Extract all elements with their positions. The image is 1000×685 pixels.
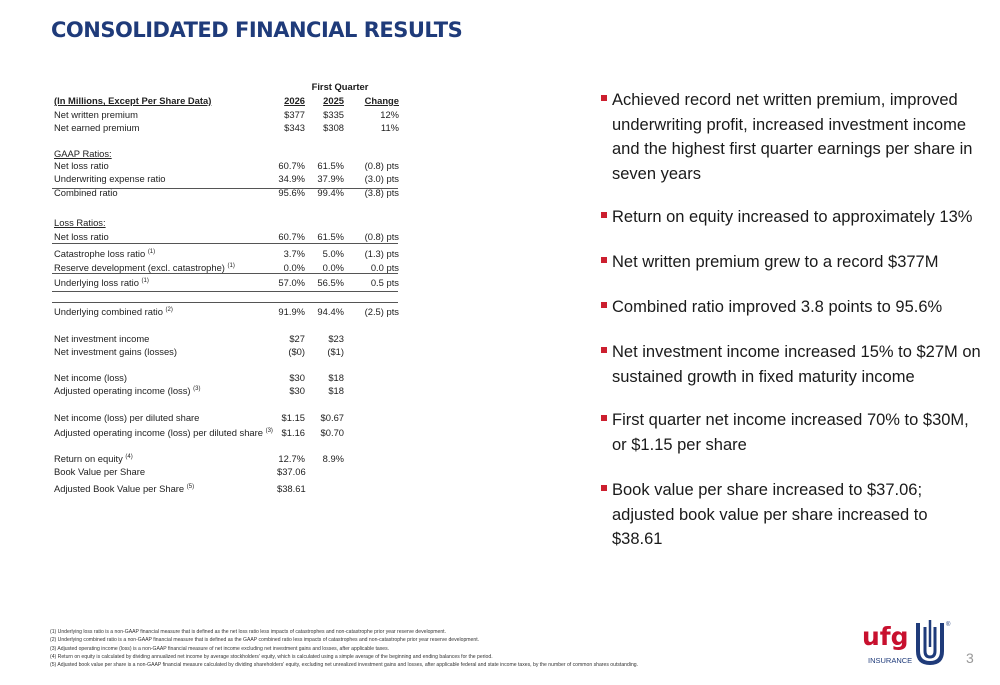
table-row: [52, 426, 398, 439]
row-label: Net investment income: [54, 333, 150, 344]
table-row: [52, 121, 398, 134]
row-label: Combined ratio: [54, 187, 118, 198]
row-label-wrap: [54, 305, 173, 318]
value-2026: $27: [289, 333, 305, 344]
bullet-marker: [601, 95, 607, 101]
table-row: [52, 452, 398, 465]
table-row: [52, 172, 398, 185]
value-2025: 61.5%: [317, 160, 344, 171]
row-label: Net loss ratio: [54, 160, 109, 171]
logo-icon: [860, 617, 955, 667]
value-2026: 12.7%: [278, 453, 305, 464]
value-2025: $0.67: [320, 412, 344, 423]
row-label-wrap: [54, 276, 149, 289]
row-label: Net loss ratio: [54, 231, 109, 242]
value-change: 12%: [380, 109, 399, 120]
footnote-ref: (5): [186, 483, 195, 490]
bullet-text: Book value per share increased to $37.06; adjusted book value per share increased to $38.61: [612, 481, 928, 548]
value-2025: 8.9%: [322, 453, 344, 464]
logo-mark: ®: [946, 622, 951, 628]
row-label: Return on equity: [54, 453, 123, 464]
value-2026: 60.7%: [278, 231, 305, 242]
row-label-wrap: [54, 426, 273, 439]
value-change: (3.0) pts: [364, 173, 399, 184]
value-2025: 5.0%: [322, 248, 344, 259]
value-2025: $0.70: [320, 427, 344, 438]
header-change: Change: [364, 95, 399, 106]
bullet-marker: [601, 212, 607, 218]
value-change: (0.8) pts: [364, 160, 399, 171]
bullet-marker: [601, 302, 607, 308]
footnote: (4) Return on equity is calculated by dividing annualized net income by average stockholders' equity, which is calculated using a simple average of the beginning and ending balances for the period.: [50, 653, 493, 660]
footnote: (1) Underlying loss ratio is a non-GAAP financial measure that is defined as the net loss ratio less impacts of catastrophes and non-catastrophe prior year reserve development.: [50, 629, 447, 635]
value-2026: 0.0%: [283, 262, 305, 273]
value-2026: 57.0%: [278, 277, 305, 288]
row-label: Underwriting expense ratio: [54, 173, 166, 184]
bullet-marker: [601, 485, 607, 491]
footnote: (2) Underlying combined ratio is a non-GAAP financial measure that is defined as the GAAP combined ratio less impacts of catastrophes and non-catastrophe prior year reserve development.: [50, 637, 480, 644]
table-row: [52, 345, 398, 358]
value-2026: $1.15: [281, 412, 305, 423]
value-2025: $18: [328, 385, 344, 396]
footnote-ref: (3): [265, 427, 273, 434]
divider: [52, 302, 398, 303]
bullet-text: Combined ratio improved 3.8 points to 95.6%: [612, 298, 943, 316]
value-2026: $38.61: [277, 483, 306, 494]
bullet-marker: [601, 257, 607, 263]
value-2026: $30: [289, 385, 305, 396]
row-label: Net written premium: [54, 109, 138, 120]
table-header-row: [52, 94, 398, 107]
row-label: Reserve development (excl. catastrophe): [54, 262, 225, 273]
table-row: [52, 411, 398, 424]
bullet-marker: [601, 415, 607, 421]
value-change: 0.0 pts: [370, 262, 399, 273]
table-row: [52, 384, 398, 397]
value-2026: 3.7%: [283, 248, 305, 259]
row-label: Underlying loss ratio: [54, 277, 139, 288]
value-2026: $343: [284, 122, 305, 133]
row-label: Net income (loss): [54, 372, 127, 383]
value-2026: 91.9%: [278, 306, 305, 317]
value-change: (0.8) pts: [364, 231, 399, 242]
footnote-ref: (2): [165, 306, 173, 313]
row-label: Underlying combined ratio: [54, 306, 163, 317]
header-label: (In Millions, Except Per Share Data): [54, 95, 212, 106]
value-change: 0.5 pts: [370, 277, 399, 288]
value-2026: $377: [284, 109, 305, 120]
bullet-text: Net written premium grew to a record $377M: [612, 253, 939, 271]
value-2025: 94.4%: [317, 306, 344, 317]
value-2025: 99.4%: [317, 187, 344, 198]
row-label: Loss Ratios:: [54, 217, 106, 228]
divider: [52, 291, 398, 292]
row-label-wrap: [54, 482, 194, 495]
table-row: [52, 371, 398, 384]
row-label: Catastrophe loss ratio: [54, 248, 146, 259]
bullet-text: First quarter net income increased 70% to $30M, or $1.15 per share: [612, 411, 969, 454]
table-row: [52, 276, 398, 289]
footnotes: [50, 628, 638, 669]
page-title: CONSOLIDATED FINANCIAL RESULTS: [51, 18, 463, 42]
value-change: (3.8) pts: [364, 187, 399, 198]
value-2025: $335: [323, 109, 344, 120]
value-2025: $308: [323, 122, 344, 133]
value-2025: 56.5%: [317, 277, 344, 288]
bullet-marker: [601, 347, 607, 353]
value-2026: 95.6%: [278, 187, 305, 198]
footnote-ref: (1): [227, 262, 235, 269]
table-row: [52, 247, 398, 260]
row-label-wrap: [54, 452, 133, 465]
value-2025: $23: [328, 333, 344, 344]
value-2026: $30: [289, 372, 305, 383]
bullet-text: Return on equity increased to approximately 13%: [612, 208, 973, 226]
divider: [52, 243, 398, 244]
page-number: 3: [966, 650, 974, 666]
table-row: [52, 465, 398, 478]
header-2026: 2026: [284, 95, 305, 106]
row-label: Net income (loss) per diluted share: [54, 412, 200, 423]
value-2026: 34.9%: [278, 173, 305, 184]
bullet-text: Achieved record net written premium, improved underwriting profit, increased investment income and the highest first quarter earnings per share in seven years: [612, 91, 973, 183]
row-label: Net investment gains (losses): [54, 346, 177, 357]
value-2026: 60.7%: [278, 160, 305, 171]
table-group-header: First Quarter: [311, 81, 369, 92]
footnote-ref: (3): [193, 385, 201, 392]
row-label-wrap: [54, 247, 155, 260]
table-row: [52, 216, 398, 229]
footnote-ref: (1): [147, 248, 156, 255]
table-row: [52, 482, 398, 495]
row-label: Adjusted operating income (loss) per diluted share: [54, 427, 263, 438]
logo-word: ufg: [862, 622, 909, 651]
value-2026: $37.06: [277, 466, 306, 477]
value-2026: ($0): [288, 346, 305, 357]
divider: [52, 188, 398, 189]
footnote: (3) Adjusted operating income (loss) is a non-GAAP financial measure of net income excluding net investment gains and losses, after applicable taxes.: [50, 645, 390, 652]
row-label: Adjusted Book Value per Share: [54, 483, 185, 494]
value-2025: 61.5%: [317, 231, 344, 242]
footnote: (5) Adjusted book value per share is a non-GAAP financial measure calculated by dividing shareholders' equity, excluding net unrealized investment gains and losses, after applicable federal and state income taxes, by the number of common shares outstanding.: [50, 662, 639, 669]
table-row: [52, 230, 398, 243]
row-label: Book Value per Share: [54, 466, 146, 477]
ufg-insurance-logo: [860, 617, 955, 667]
row-label: Adjusted operating income (loss): [54, 385, 191, 396]
table-row: [52, 332, 398, 345]
value-2025: 37.9%: [317, 173, 344, 184]
logo-sub: INSURANCE: [868, 656, 913, 665]
bullet-text: Net investment income increased 15% to $27M on sustained growth in fixed maturity income: [612, 343, 981, 386]
value-2025: $18: [328, 372, 344, 383]
value-2025: 0.0%: [322, 262, 344, 273]
row-label: Net earned premium: [54, 122, 140, 133]
value-2025: ($1): [327, 346, 344, 357]
footnote-ref: (4): [125, 453, 133, 460]
divider: [52, 273, 398, 274]
table-row: [52, 159, 398, 172]
table-row: [52, 305, 398, 318]
footnote-ref: (1): [141, 277, 149, 284]
value-change: (2.5) pts: [364, 306, 399, 317]
table-row: [52, 108, 398, 121]
value-2026: $1.16: [281, 427, 305, 438]
value-change: (1.3) pts: [364, 248, 399, 259]
row-label-wrap: [54, 384, 200, 397]
value-change: 11%: [380, 122, 399, 133]
row-label: GAAP Ratios:: [54, 148, 112, 159]
header-2025: 2025: [323, 95, 344, 106]
